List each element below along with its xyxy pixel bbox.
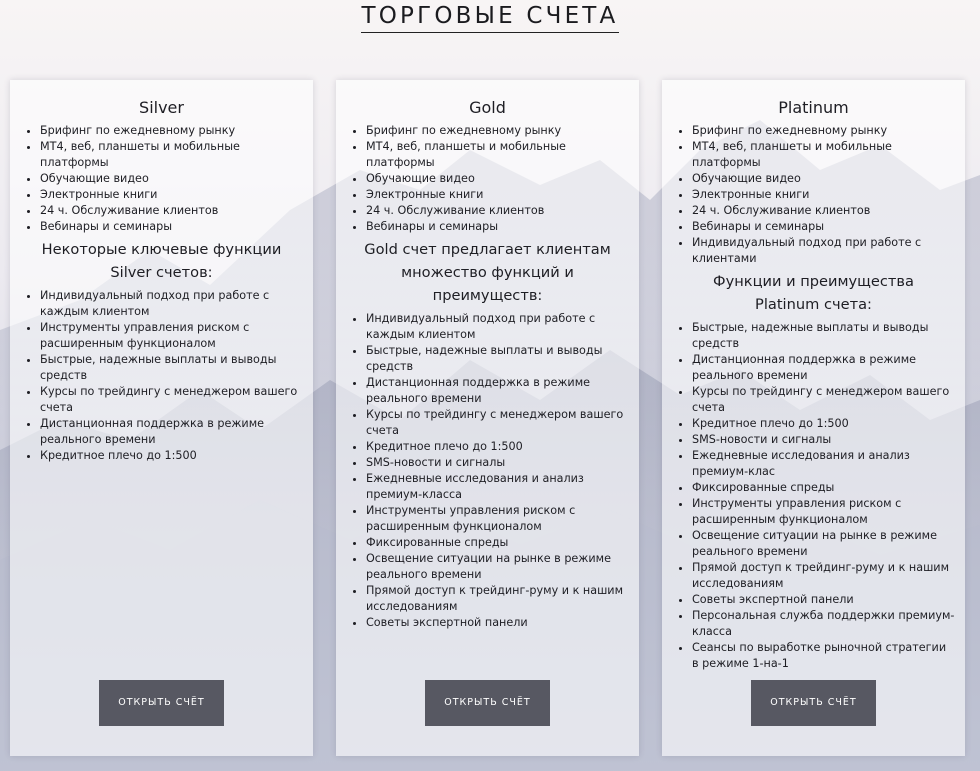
list-item: • Прямой доступ к трейдинг-руму и к нашим исследованиям — [692, 560, 955, 592]
list-item: • Дистанционная поддержка в режиме реального времени — [366, 375, 629, 407]
base-features-list — [10, 123, 313, 235]
card-subtitle: Gold счет предлагает клиентам множество функций и преимуществ: — [364, 241, 611, 304]
list-item: • Освещение ситуации на рынке в режиме реального времени — [692, 528, 955, 560]
list-item: • Быстрые, надежные выплаты и выводы средств — [366, 343, 629, 375]
list-item: • Электронные книги — [40, 187, 303, 203]
card-title: Gold — [469, 98, 506, 117]
list-item: • Фиксированные спреды — [366, 535, 629, 551]
open-account-button[interactable]: ОТКРЫТЬ СЧЁТ — [751, 680, 876, 726]
list-item: • Индивидуальный подход при работе с каждым клиентом — [40, 288, 303, 320]
list-item: • SMS-новости и сигналы — [366, 455, 629, 471]
open-account-button[interactable]: ОТКРЫТЬ СЧЁТ — [425, 680, 550, 726]
list-item: • Инструменты управления риском с расширенным функционалом — [40, 320, 303, 352]
list-item: • 24 ч. Обслуживание клиентов — [40, 203, 303, 219]
list-item: • Брифинг по ежедневному рынку — [692, 123, 955, 139]
list-item: • Кредитное плечо до 1:500 — [40, 448, 303, 464]
page-title-text: ТОРГОВЫЕ СЧЕТА — [361, 2, 618, 33]
list-item: • Обучающие видео — [366, 171, 629, 187]
extra-features-list — [336, 311, 639, 631]
list-item: • Быстрые, надежные выплаты и выводы средств — [40, 352, 303, 384]
list-item: • Курсы по трейдингу с менеджером вашего счета — [366, 407, 629, 439]
list-item: • Электронные книги — [692, 187, 955, 203]
list-item: • Ежедневные исследования и анализ премиум-класса — [366, 471, 629, 503]
card-title: Platinum — [778, 98, 849, 117]
list-item: • Курсы по трейдингу с менеджером вашего счета — [40, 384, 303, 416]
list-item: • Персональная служба поддержки премиум-класса — [692, 608, 955, 640]
list-item: • Курсы по трейдингу с менеджером вашего счета — [692, 384, 955, 416]
list-item: • Кредитное плечо до 1:500 — [366, 439, 629, 455]
account-card-gold — [336, 80, 639, 756]
list-item: • Инструменты управления риском с расширенным функционалом — [366, 503, 629, 535]
base-features-list — [662, 123, 965, 267]
list-item: • Ежедневные исследования и анализ премиум-клас — [692, 448, 955, 480]
list-item: • Инструменты управления риском с расширенным функционалом — [692, 496, 955, 528]
base-features-list — [336, 123, 639, 235]
list-item: • Советы экспертной панели — [692, 592, 955, 608]
list-item: • Вебинары и семинары — [366, 219, 629, 235]
account-card-silver — [10, 80, 313, 756]
list-item: • Кредитное плечо до 1:500 — [692, 416, 955, 432]
list-item: • MT4, веб, планшеты и мобильные платформы — [366, 139, 629, 171]
card-title: Silver — [139, 98, 184, 117]
list-item: • Вебинары и семинары — [40, 219, 303, 235]
account-card-platinum — [662, 80, 965, 756]
list-item: • Вебинары и семинары — [692, 219, 955, 235]
list-item: • Индивидуальный подход при работе с каждым клиентом — [366, 311, 629, 343]
list-item: • Брифинг по ежедневному рынку — [366, 123, 629, 139]
list-item: • Дистанционная поддержка в режиме реального времени — [40, 416, 303, 448]
list-item: • Брифинг по ежедневному рынку — [40, 123, 303, 139]
list-item: • Освещение ситуации на рынке в режиме реального времени — [366, 551, 629, 583]
card-subtitle: Некоторые ключевые функции Silver счетов: — [41, 241, 282, 281]
list-item: • Фиксированные спреды — [692, 480, 955, 496]
list-item: • Дистанционная поддержка в режиме реального времени — [692, 352, 955, 384]
list-item: • MT4, веб, планшеты и мобильные платформы — [40, 139, 303, 171]
extra-features-list — [662, 320, 965, 672]
list-item: • Обучающие видео — [40, 171, 303, 187]
list-item: • Прямой доступ к трейдинг-руму и к нашим исследованиям — [366, 583, 629, 615]
list-item: • Советы экспертной панели — [366, 615, 629, 631]
card-subtitle: Функции и преимущества Platinum счета: — [713, 273, 914, 313]
list-item: • Электронные книги — [366, 187, 629, 203]
list-item: • MT4, веб, планшеты и мобильные платформы — [692, 139, 955, 171]
list-item: • Индивидуальный подход при работе с клиентами — [692, 235, 955, 267]
list-item: • 24 ч. Обслуживание клиентов — [692, 203, 955, 219]
open-account-button[interactable]: ОТКРЫТЬ СЧЁТ — [99, 680, 224, 726]
list-item: • Быстрые, надежные выплаты и выводы средств — [692, 320, 955, 352]
list-item: • 24 ч. Обслуживание клиентов — [366, 203, 629, 219]
list-item: • Сеансы по выработке рыночной стратегии в режиме 1-на-1 — [692, 640, 955, 672]
list-item: • SMS-новости и сигналы — [692, 432, 955, 448]
extra-features-list — [10, 288, 313, 464]
page-title — [0, 2, 980, 33]
list-item: • Обучающие видео — [692, 171, 955, 187]
